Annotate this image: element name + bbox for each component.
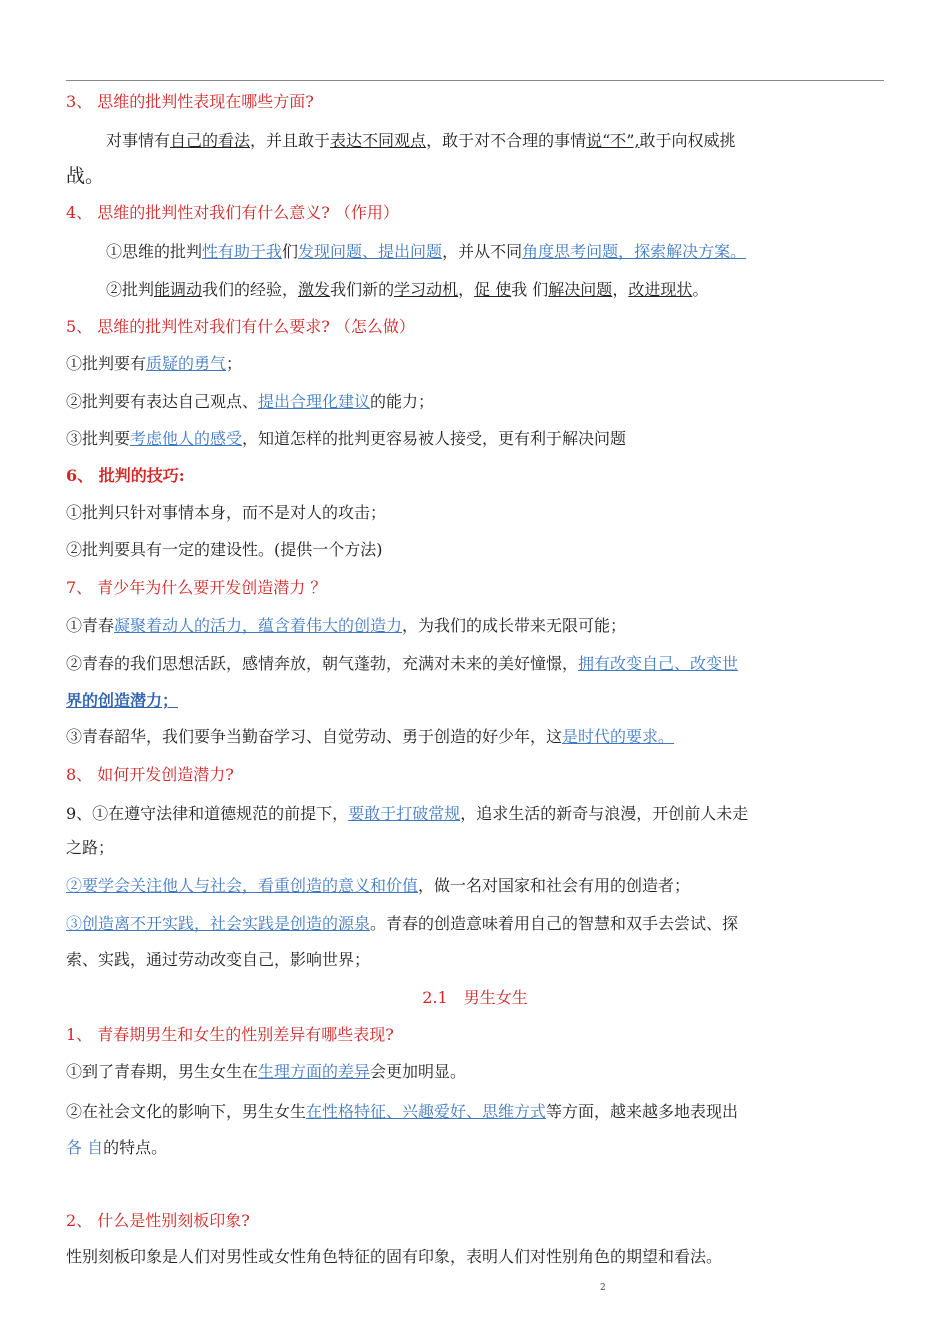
s1-point-2: ②在社会文化的影响下，男生女生在性格特征、兴趣爱好、思维方式等方面，越来越多地表现出	[66, 1102, 739, 1121]
q4-point-2: ②批判能调动我们的经验，激发我们新的学习动机，促 使我 们解决问题，改进现状。	[106, 280, 709, 299]
q4-title: 4、 思维的批判性对我们有什么意义? （作用）	[66, 203, 399, 222]
s1-point-2-cont: 各 自的特点。	[66, 1138, 168, 1157]
q6-title: 6、 批判的技巧:	[66, 466, 185, 485]
q9-point-1: 9、①在遵守法律和道德规范的前提下，要敢于打破常规，追求生活的新奇与浪漫，开创前人未走	[66, 804, 749, 823]
q5-point-3: ③批判要考虑他人的感受，知道怎样的批判更容易被人接受，更有利于解决问题	[66, 429, 627, 448]
q7-point-3: ③青春韶华，我们要争当勤奋学习、自觉劳动、勇于创造的好少年，这是时代的要求。	[66, 727, 675, 746]
s2-title: 2、 什么是性别刻板印象?	[66, 1211, 250, 1230]
q5-title: 5、 思维的批判性对我们有什么要求? （怎么做）	[66, 317, 415, 336]
q7-point-1: ①青春凝聚着动人的活力，蕴含着伟大的创造力，为我们的成长带来无限可能；	[66, 616, 627, 635]
q7-title: 7、 青少年为什么要开发创造潜力 ？	[66, 578, 327, 597]
q3-answer: 对事情有自己的看法，并且敢于表达不同观点，敢于对不合理的事情说“不”,敢于向权威挑	[106, 131, 736, 150]
q9-point-3-cont: 索、实践，通过劳动改变自己，影响世界；	[66, 950, 371, 969]
q4-point-1: ①思维的批判性有助于我们发现问题、提出问题，并从不同角度思考问题，探索解决方案。	[106, 242, 747, 261]
q5-point-2: ②批判要有表达自己观点、提出合理化建议的能力；	[66, 392, 435, 411]
q6-point-1: ①批判只针对事情本身，而不是对人的攻击；	[66, 503, 387, 522]
q9-point-2: ②要学会关注他人与社会，看重创造的意义和价值，做一名对国家和社会有用的创造者；	[66, 876, 691, 895]
s1-title: 1、 青春期男生和女生的性别差异有哪些表现?	[66, 1025, 394, 1044]
section-title: 2.1 男生女生	[422, 988, 528, 1007]
q3-title: 3、 思维的批判性表现在哪些方面?	[66, 92, 314, 111]
q7-point-2-cont: 界的创造潜力；	[66, 691, 179, 710]
q9-point-3: ③创造离不开实践，社会实践是创造的源泉。青春的创造意味着用自己的智慧和双手去尝试、探	[66, 914, 739, 933]
page-number: 2	[600, 1283, 606, 1293]
q5-point-1: ①批判要有质疑的勇气；	[66, 354, 243, 373]
q7-point-2: ②青春的我们思想活跃，感情奔放，朝气蓬勃，充满对未来的美好憧憬，拥有改变自己、改变世	[66, 654, 739, 673]
s1-point-1: ①到了青春期，男生女生在生理方面的差异会更加明显。	[66, 1062, 467, 1081]
s2-definition: 性别刻板印象是人们对男性或女性角色特征的固有印象，表明人们对性别角色的期望和看法。	[66, 1247, 723, 1266]
q8-title: 8、 如何开发创造潜力?	[66, 765, 234, 784]
q9-point-1-cont: 之路；	[66, 838, 115, 857]
q6-point-2: ②批判要具有一定的建设性。(提供一个方法)	[66, 540, 383, 559]
header-rule	[66, 80, 884, 81]
q3-answer-cont: 战。	[66, 165, 105, 187]
